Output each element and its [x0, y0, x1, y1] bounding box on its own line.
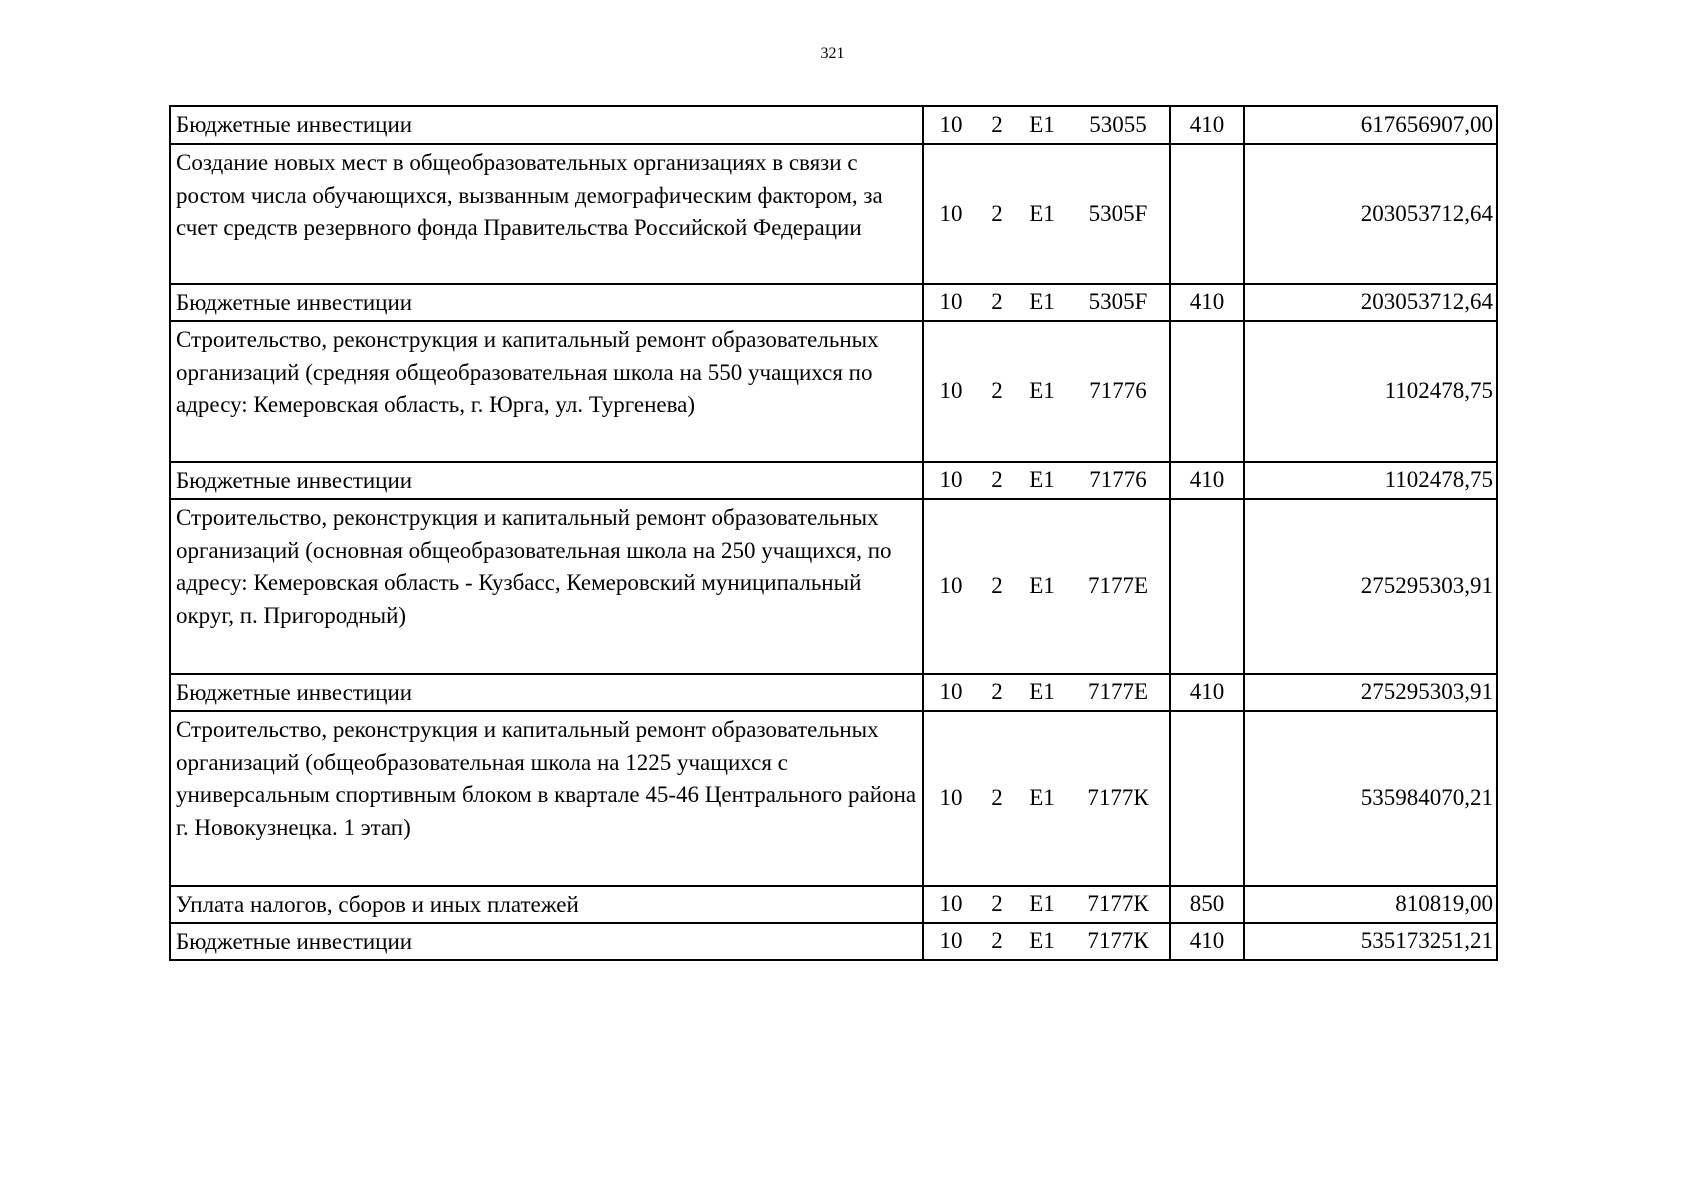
program-code: Е1 [1029, 467, 1055, 493]
row-codes [923, 674, 1170, 711]
row-name: Бюджетные инвестиции [170, 284, 923, 321]
direction-code: 7177К [1087, 891, 1149, 917]
table-row [170, 674, 1497, 711]
amount: 1102478,75 [1244, 462, 1497, 499]
row-codes [923, 886, 1170, 923]
budget-table [169, 105, 1498, 961]
row-name: Бюджетные инвестиции [170, 462, 923, 499]
expense-type-code [1170, 711, 1244, 886]
expense-type-code: 850 [1170, 886, 1244, 923]
program-code: Е1 [1029, 200, 1055, 226]
subsection-code: 2 [991, 467, 1003, 493]
expense-type-code [1170, 321, 1244, 462]
expense-type-code [1170, 499, 1244, 674]
expense-type-code [1170, 144, 1244, 284]
row-codes [923, 321, 1170, 462]
subsection-code: 2 [991, 891, 1003, 917]
amount: 535173251,21 [1244, 923, 1497, 960]
page-number: 321 [820, 45, 845, 62]
amount: 275295303,91 [1244, 674, 1497, 711]
row-name: Строительство, реконструкция и капитальный ремонт образовательных организаций (основная общеобразовательная школа на 250 учащихся, по адресу: Кемеровская область - Кузбасс, Кемеровский муниципальный округ, п. Пригородный) [170, 499, 923, 674]
table-row [170, 106, 1497, 144]
expense-type-code: 410 [1170, 674, 1244, 711]
expense-type-code: 410 [1170, 923, 1244, 960]
row-codes [923, 711, 1170, 886]
expense-type-code: 410 [1170, 462, 1244, 499]
subsection-code: 2 [991, 573, 1003, 599]
subsection-code: 2 [991, 111, 1003, 137]
table-row [170, 923, 1497, 960]
table-row [170, 284, 1497, 321]
table-row [170, 321, 1497, 462]
table-row [170, 144, 1497, 284]
section-code: 10 [939, 928, 963, 954]
direction-code: 71776 [1089, 467, 1147, 493]
section-code: 10 [939, 891, 963, 917]
subsection-code: 2 [991, 785, 1003, 811]
direction-code: 5305F [1088, 289, 1148, 315]
row-name: Строительство, реконструкция и капитальный ремонт образовательных организаций (средняя общеобразовательная школа на 550 учащихся по адресу: Кемеровская область, г. Юрга, ул. Тургенева) [170, 321, 923, 462]
row-codes [923, 106, 1170, 144]
subsection-code: 2 [991, 378, 1003, 404]
direction-code: 7177Е [1087, 679, 1149, 705]
program-code: Е1 [1029, 573, 1055, 599]
section-code: 10 [939, 467, 963, 493]
direction-code: 7177К [1087, 785, 1149, 811]
table-row [170, 886, 1497, 923]
direction-code: 5305F [1088, 200, 1148, 226]
table-row [170, 711, 1497, 886]
section-code: 10 [939, 573, 963, 599]
section-code: 10 [939, 378, 963, 404]
direction-code: 7177Е [1087, 573, 1149, 599]
expense-type-code: 410 [1170, 284, 1244, 321]
program-code: Е1 [1029, 378, 1055, 404]
amount: 535984070,21 [1244, 711, 1497, 886]
section-code: 10 [939, 785, 963, 811]
row-codes [923, 923, 1170, 960]
row-codes [923, 144, 1170, 284]
row-name: Строительство, реконструкция и капитальный ремонт образовательных организаций (общеобразовательная школа на 1225 учащихся с универсальным спортивным блоком в квартале 45-46 Центрального района г. Новокузнецка. 1 этап) [170, 711, 923, 886]
program-code: Е1 [1029, 785, 1055, 811]
row-name: Уплата налогов, сборов и иных платежей [170, 886, 923, 923]
amount: 1102478,75 [1244, 321, 1497, 462]
amount: 203053712,64 [1244, 144, 1497, 284]
row-codes [923, 462, 1170, 499]
row-codes [923, 284, 1170, 321]
section-code: 10 [939, 111, 963, 137]
section-code: 10 [939, 289, 963, 315]
program-code: Е1 [1029, 928, 1055, 954]
subsection-code: 2 [991, 200, 1003, 226]
row-name: Бюджетные инвестиции [170, 923, 923, 960]
amount: 275295303,91 [1244, 499, 1497, 674]
program-code: Е1 [1029, 289, 1055, 315]
amount: 203053712,64 [1244, 284, 1497, 321]
section-code: 10 [939, 679, 963, 705]
table-row [170, 499, 1497, 674]
program-code: Е1 [1029, 111, 1055, 137]
program-code: Е1 [1029, 679, 1055, 705]
subsection-code: 2 [991, 679, 1003, 705]
expense-type-code: 410 [1170, 106, 1244, 144]
direction-code: 7177К [1087, 928, 1149, 954]
amount: 617656907,00 [1244, 106, 1497, 144]
row-name: Бюджетные инвестиции [170, 106, 923, 144]
section-code: 10 [939, 200, 963, 226]
subsection-code: 2 [991, 928, 1003, 954]
row-name: Бюджетные инвестиции [170, 674, 923, 711]
amount: 810819,00 [1244, 886, 1497, 923]
subsection-code: 2 [991, 289, 1003, 315]
program-code: Е1 [1029, 891, 1055, 917]
direction-code: 71776 [1089, 378, 1147, 404]
direction-code: 53055 [1089, 111, 1147, 137]
row-codes [923, 499, 1170, 674]
row-name: Создание новых мест в общеобразовательных организациях в связи с ростом числа обучающихся, вызванным демографическим фактором, за счет средств резервного фонда Правительства Российской Федерации [170, 144, 923, 284]
table-row [170, 462, 1497, 499]
